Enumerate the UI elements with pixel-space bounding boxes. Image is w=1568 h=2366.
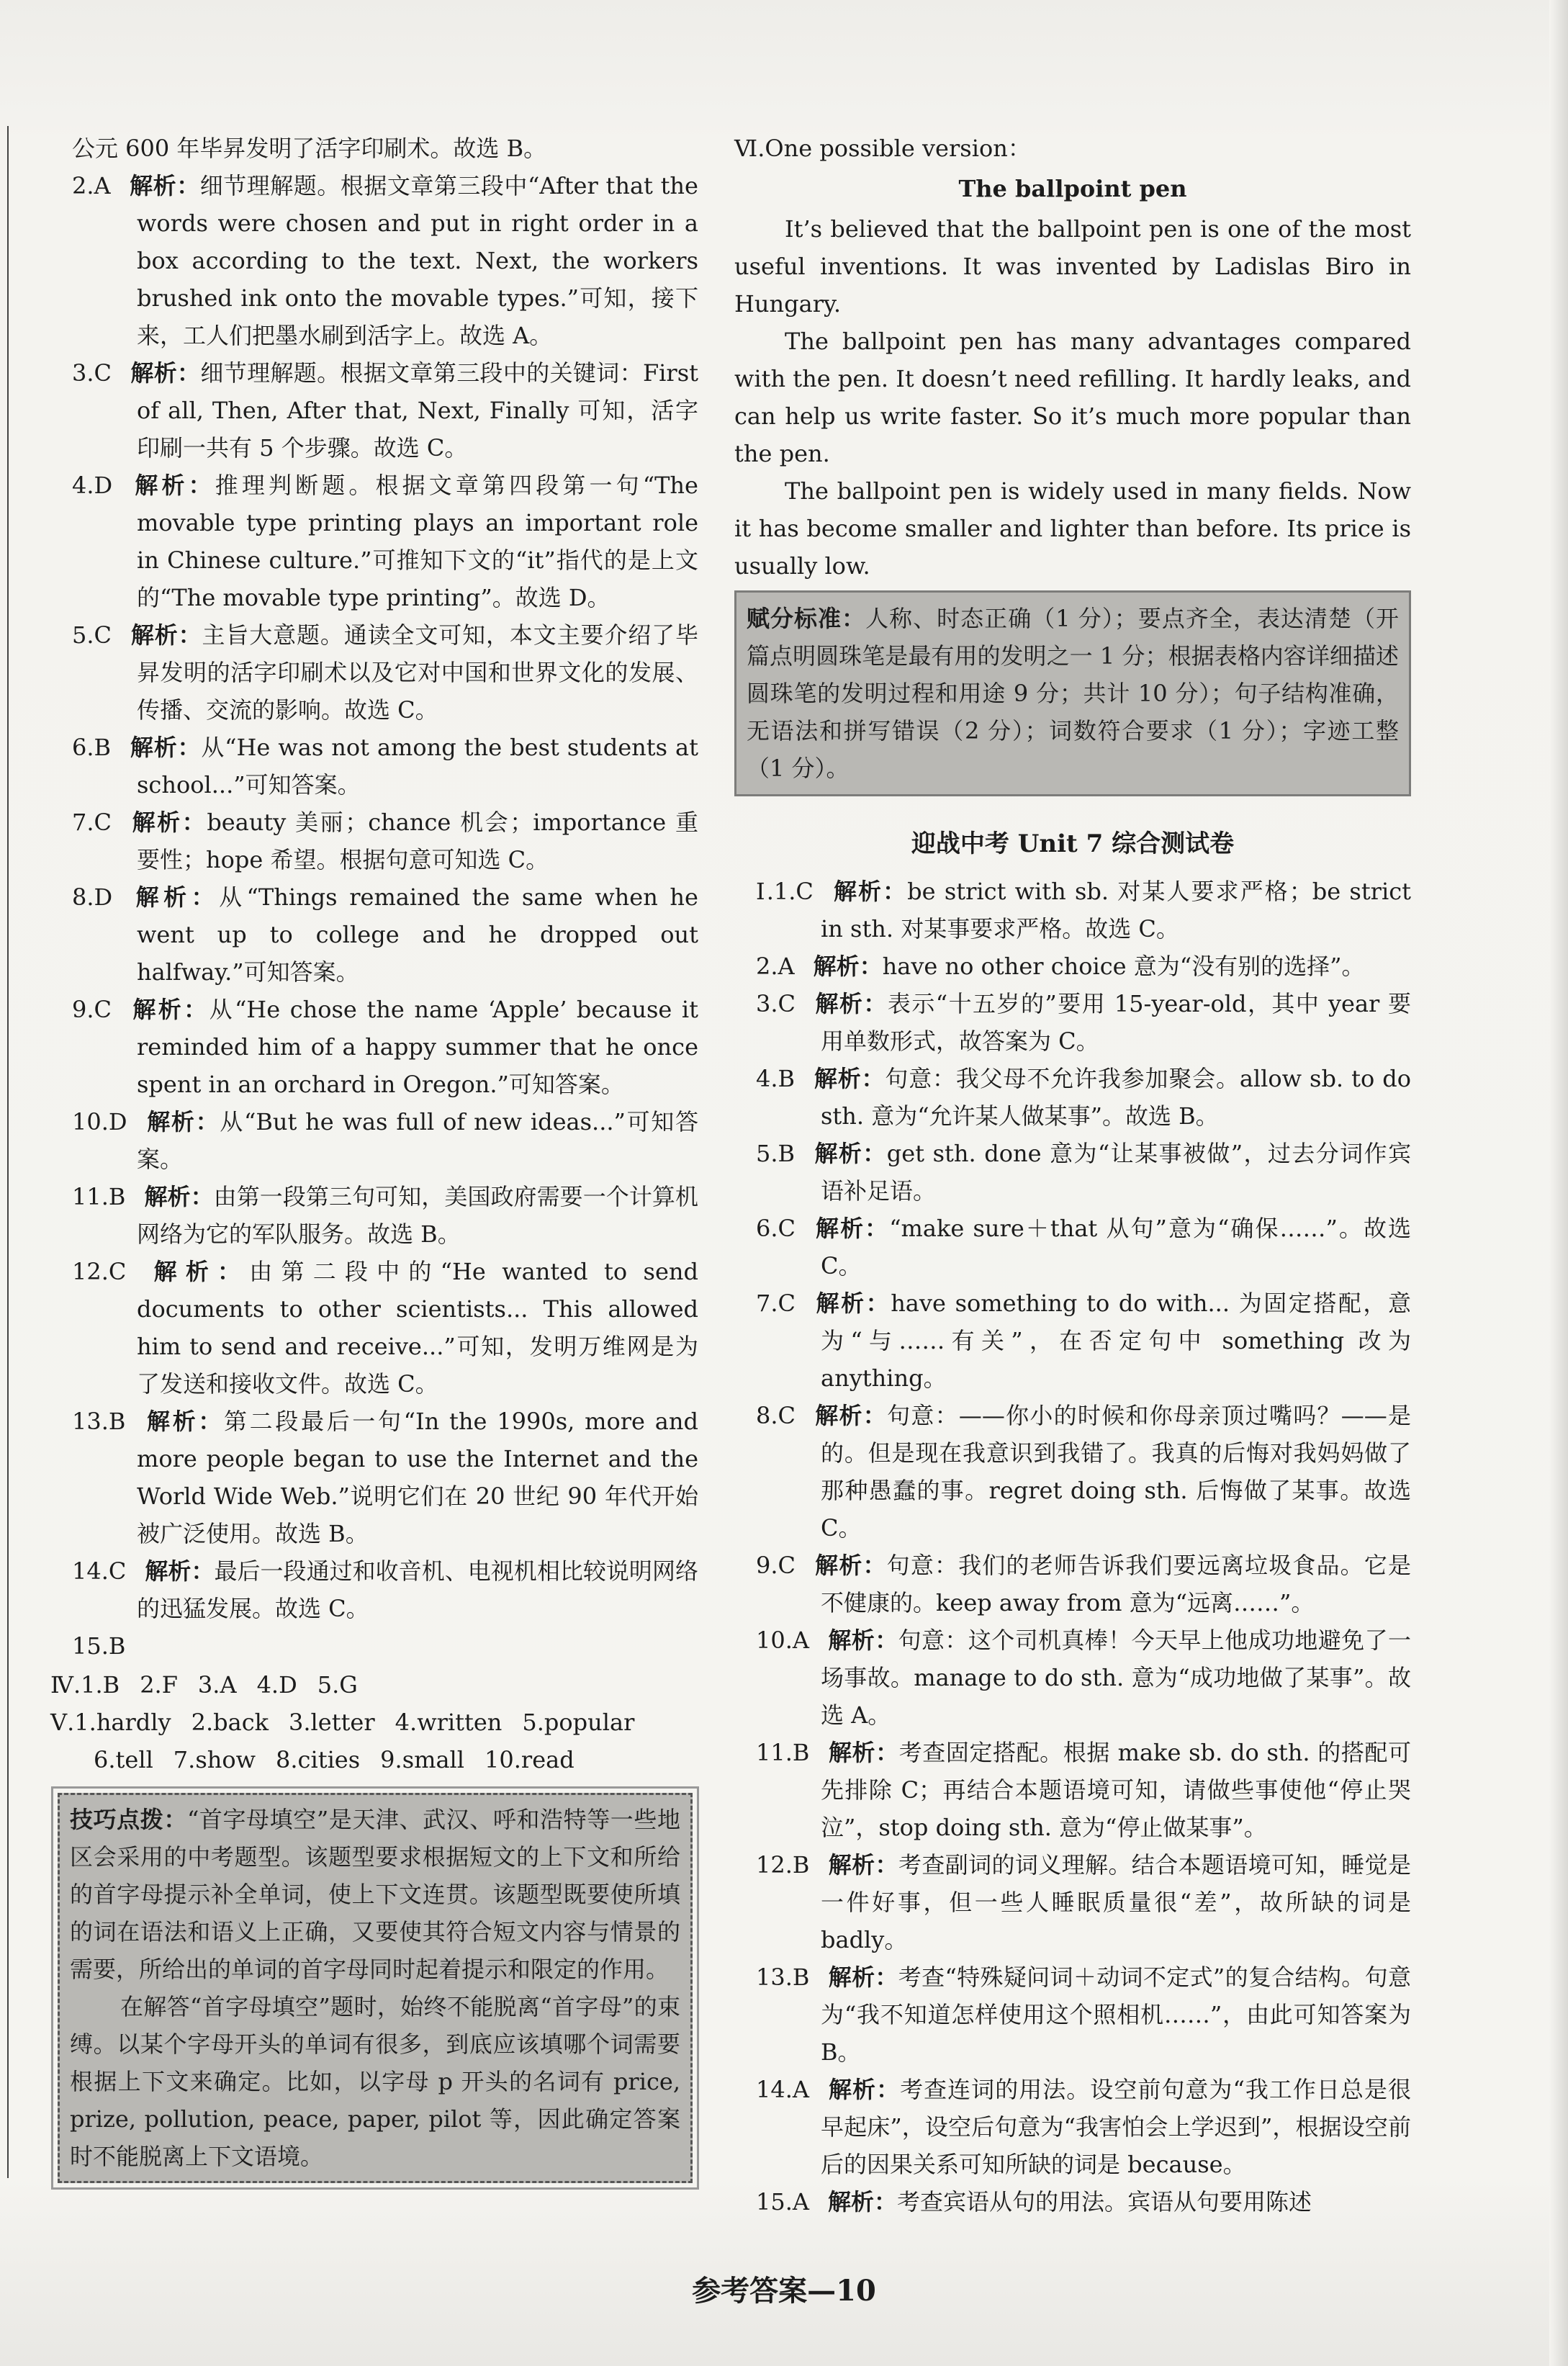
analysis-label: 解析： bbox=[144, 1408, 225, 1435]
analysis-label: 解析： bbox=[814, 1215, 890, 1242]
item-number: 6. bbox=[72, 734, 94, 761]
item-number: 14. bbox=[756, 2076, 793, 2103]
analysis-label: 解析： bbox=[145, 1108, 220, 1135]
answer-item bbox=[50, 1103, 698, 1178]
item-answer: C bbox=[108, 1258, 127, 1285]
item-answer: C bbox=[94, 996, 112, 1023]
analysis-label: 解析： bbox=[828, 1851, 898, 1879]
right-answer-list bbox=[734, 873, 1411, 2221]
item-number: 5. bbox=[756, 1140, 778, 1167]
item-answer: B bbox=[108, 1183, 126, 1210]
item-number: 11. bbox=[756, 1739, 793, 1766]
item-answer: D bbox=[108, 1108, 127, 1135]
answer-item bbox=[734, 1060, 1411, 1135]
short-answer: 2.F bbox=[140, 1671, 178, 1699]
left-margin-line bbox=[7, 126, 9, 2178]
answer-item bbox=[50, 167, 698, 354]
analysis-label: 解析： bbox=[828, 2076, 901, 2103]
answer-item bbox=[734, 1846, 1411, 1958]
short-answer: 7.show bbox=[173, 1746, 256, 1773]
analysis-text: 第二段最后一句“In the 1990s, more and more people began to use the Internet and the World Wide Web.”说明它们在 20 世纪 90 年代开始被广泛使用。故选 B。 bbox=[137, 1408, 698, 1547]
item-answer: C bbox=[778, 1215, 796, 1242]
analysis-label: 解析： bbox=[129, 172, 200, 199]
analysis-text: 从“He was not among the best students at school...”可知答案。 bbox=[137, 734, 698, 799]
item-answer: B bbox=[792, 1739, 810, 1766]
section-5-answers: Ⅴ.1.hardly 2.back 3.letter 4.written 5.popular bbox=[50, 1704, 698, 1741]
page-footer: 参考答案—10 bbox=[692, 2274, 876, 2308]
item-number: 4. bbox=[756, 1065, 778, 1092]
analysis-text: 公元 600 年毕昇发明了活字印刷术。故选 B。 bbox=[72, 135, 547, 162]
answer-item bbox=[50, 878, 698, 991]
analysis-label: 解析： bbox=[828, 1739, 899, 1766]
item-answer: A bbox=[778, 953, 795, 980]
analysis-label: 解析： bbox=[814, 1290, 891, 1317]
answer-item bbox=[734, 1135, 1411, 1210]
analysis-label: 解析： bbox=[814, 1065, 886, 1092]
short-answer: 10.read bbox=[485, 1746, 575, 1773]
item-answer: D bbox=[94, 472, 113, 499]
analysis-text: 句意：我父母不允许我参加聚会。allow sb. to do sth. 意为“允许某人做某事”。故选 B。 bbox=[821, 1065, 1411, 1130]
analysis-label: 解析： bbox=[828, 1964, 898, 1991]
item-answer: B bbox=[108, 1408, 126, 1435]
short-answer: 3.letter bbox=[289, 1709, 375, 1736]
analysis-text: 从“Things remained the same when he went up to college and he dropped out halfway.”可知答案。 bbox=[137, 883, 698, 986]
short-answer: 8.cities bbox=[276, 1746, 361, 1773]
answer-item bbox=[50, 804, 698, 878]
answer-item bbox=[734, 1285, 1411, 1397]
analysis-text: 考查副词的词义理解。结合本题语境可知，睡觉是一件好事，但一些人睡眠质量很“差”，故所缺的词是 badly。 bbox=[821, 1851, 1411, 1953]
answer-item bbox=[50, 616, 698, 729]
analysis-label: 解析： bbox=[131, 472, 215, 499]
item-answer: C bbox=[94, 359, 112, 387]
item-number: 11. bbox=[72, 1183, 109, 1210]
answer-item bbox=[734, 1958, 1411, 2071]
analysis-text: “make sure＋that 从句”意为“确保……”。故选 C。 bbox=[821, 1215, 1411, 1279]
analysis-text: be strict with sb. 对某人要求严格；be strict in sth. 对某事要求严格。故选 C。 bbox=[821, 878, 1411, 943]
analysis-text: 由第二段中的“He wanted to send documents to other scientists... This allowed him to send and receive...”可知，发明万维网是为了发送和接收文件。故选 C。 bbox=[137, 1258, 698, 1398]
short-answer: 4.D bbox=[256, 1671, 297, 1699]
analysis-label: 解析： bbox=[130, 359, 201, 387]
item-answer: B bbox=[108, 1632, 126, 1660]
item-number: 9. bbox=[72, 996, 94, 1023]
answer-item bbox=[734, 873, 1411, 948]
analysis-text: 句意：——你小的时候和你母亲顶过嘴吗？——是的。但是现在我意识到我错了。我真的后悔对我妈妈做了那种愚蠢的事。regret doing sth. 后悔做了某事。故选 C。 bbox=[821, 1402, 1411, 1542]
analysis-label: 解析： bbox=[131, 883, 220, 911]
item-number: 8. bbox=[72, 883, 94, 911]
analysis-text: 细节理解题。根据文章第三段中“After that the words were chosen and put in right order in a box according to the text. Next, the workers brushed ink onto the movable types.”可知，接下来，工人们把墨水刷到活字上。故选 A。 bbox=[137, 172, 698, 349]
answer-item bbox=[50, 729, 698, 804]
analysis-label: 解析： bbox=[813, 953, 883, 980]
analysis-label: 解析： bbox=[144, 1183, 214, 1210]
item-number: 4. bbox=[72, 472, 94, 499]
analysis-label: 解析： bbox=[828, 1627, 898, 1654]
answer-item bbox=[734, 948, 1411, 985]
essay-paragraph: The ballpoint pen is widely used in many fields. Now it has become smaller and lighter than before. Its price is usually low. bbox=[734, 477, 1411, 580]
analysis-label: 解析： bbox=[130, 996, 209, 1023]
answer-item bbox=[50, 354, 698, 467]
analysis-text: 从“But he was full of new ideas...”可知答案。 bbox=[137, 1108, 698, 1173]
analysis-label: 解析： bbox=[814, 1402, 888, 1429]
short-answer: 1.hardly bbox=[74, 1709, 171, 1736]
item-answer: C bbox=[778, 1290, 796, 1317]
scoring-label: 赋分标准： bbox=[747, 605, 866, 632]
analysis-text: 句意：我们的老师告诉我们要远离垃圾食品。它是不健康的。keep away from 意为“远离……”。 bbox=[821, 1552, 1411, 1616]
page-edge bbox=[1549, 0, 1568, 2366]
answer-item bbox=[50, 1253, 698, 1403]
item-number: 8. bbox=[756, 1402, 778, 1429]
short-answer: 9.small bbox=[380, 1746, 464, 1773]
item-answer: A bbox=[792, 1627, 809, 1654]
item-answer: B bbox=[792, 1851, 810, 1879]
answer-item bbox=[734, 1397, 1411, 1547]
answer-item bbox=[50, 1178, 698, 1253]
tips-label: 技巧点拨： bbox=[70, 1806, 187, 1833]
short-answer: 4.written bbox=[395, 1709, 503, 1736]
analysis-text: have no other choice 意为“没有别的选择”。 bbox=[882, 953, 1365, 980]
analysis-label: 解析： bbox=[130, 621, 202, 649]
unit-test-title: 迎战中考 Unit 7 综合测试卷 bbox=[911, 829, 1235, 858]
analysis-text: 细节理解题。根据文章第三段中的关键词：First of all, Then, After that, Next, Finally 可知，活字印刷一共有 5 个步骤。故选 C。 bbox=[137, 359, 698, 462]
answer-item bbox=[50, 130, 698, 167]
item-number: 12. bbox=[72, 1258, 109, 1285]
answer-item bbox=[734, 1734, 1411, 1846]
item-answer: A bbox=[94, 172, 111, 199]
item-answer: A bbox=[792, 2076, 809, 2103]
item-number: 7. bbox=[756, 1290, 778, 1317]
answer-item bbox=[50, 991, 698, 1103]
short-answer: 2.back bbox=[191, 1709, 269, 1736]
tips-box bbox=[58, 1793, 693, 2183]
essay-paragraph: It’s believed that the ballpoint pen is one of the most useful inventions. It was invented by Ladislas Biro in Hungary. bbox=[734, 215, 1411, 318]
item-answer: C bbox=[108, 1557, 127, 1585]
analysis-text: 表示“十五岁的”要用 15-year-old，其中 year 要用单数形式，故答案为 C。 bbox=[821, 990, 1411, 1055]
short-answer: 5.G bbox=[317, 1671, 358, 1699]
item-number: 2. bbox=[72, 172, 94, 199]
item-number: 15. bbox=[72, 1632, 109, 1660]
answer-item bbox=[50, 1403, 698, 1552]
item-number: Ⅰ.1. bbox=[756, 878, 796, 905]
item-answer: C bbox=[94, 809, 112, 836]
item-number: 13. bbox=[756, 1964, 793, 1991]
item-number: 6. bbox=[756, 1215, 778, 1242]
short-answer: 3.A bbox=[197, 1671, 237, 1699]
item-answer: A bbox=[792, 2188, 809, 2216]
analysis-label: 解析： bbox=[832, 878, 908, 905]
item-answer: C bbox=[778, 1552, 796, 1579]
item-number: 10. bbox=[72, 1108, 109, 1135]
item-answer: C bbox=[796, 878, 814, 905]
item-answer: C bbox=[94, 621, 112, 649]
section-5-answers-row2 bbox=[50, 1741, 698, 1778]
item-answer: B bbox=[94, 734, 112, 761]
analysis-text: 考查连词的用法。设空前句意为“我工作日总是很早起床”，设空后句意为“我害怕会上学迟到”，根据设空前后的因果关系可知所缺的词是 because。 bbox=[821, 2076, 1411, 2178]
analysis-text: beauty 美丽；chance 机会；importance 重要性；hope 希望。根据句意可知选 C。 bbox=[137, 809, 698, 873]
item-number: 12. bbox=[756, 1851, 793, 1879]
scoring-text: 人称、时态正确（1 分）；要点齐全，表达清楚（开篇点明圆珠笔是最有用的发明之一 1 分；根据表格内容详细描述圆珠笔的发明过程和用途 9 分；共计 10 分）；句子结构准确，无语法和拼写错误（2 分）；词数符合要求（1 分）；字迹工整（1 分）。 bbox=[747, 605, 1399, 782]
item-answer: B bbox=[778, 1065, 796, 1092]
short-answer: 1.B bbox=[81, 1671, 120, 1699]
analysis-label: 解析： bbox=[130, 809, 207, 836]
analysis-text: 考查“特殊疑问词＋动词不定式”的复合结构。句意为“我不知道怎样使用这个照相机……”，由此可知答案为 B。 bbox=[821, 1964, 1411, 2066]
analysis-label: 解析： bbox=[828, 2188, 898, 2216]
analysis-label: 解析： bbox=[145, 1557, 215, 1585]
analysis-text: 考查固定搭配。根据 make sb. do sth. 的搭配可先排除 C；再结合本题语境可知，请做些事使他“停止哭泣”，stop doing sth. 意为“停止做某事”。 bbox=[821, 1739, 1411, 1841]
essay-paragraph: The ballpoint pen has many advantages compared with the pen. It doesn’t need refilling. It hardly leaks, and can help us write faster. So it’s much more popular than the pen. bbox=[734, 328, 1411, 467]
answer-item bbox=[734, 2183, 1411, 2221]
item-answer: D bbox=[94, 883, 113, 911]
item-answer: C bbox=[778, 990, 796, 1017]
item-number: 9. bbox=[756, 1552, 778, 1579]
answer-item bbox=[50, 467, 698, 616]
item-number: 10. bbox=[756, 1627, 793, 1654]
analysis-label: 解析： bbox=[814, 1552, 887, 1579]
section-4-answers: Ⅳ.1.B 2.F 3.A 4.D 5.G bbox=[50, 1666, 698, 1704]
tips-paragraph-1: “首字母填空”是天津、武汉、呼和浩特等一些地区会采用的中考题型。该题型要求根据短文的上下文和所给的首字母提示补全单词，使上下文连贯。该题型既要使所填的词在语法和语义上正确，又要使其符合短文内容与情景的需要，所给出的单词的首字母同时起着提示和限定的作用。 bbox=[70, 1806, 680, 1983]
answer-item bbox=[734, 1210, 1411, 1285]
scoring-criteria-box bbox=[734, 590, 1411, 796]
answer-item bbox=[50, 1552, 698, 1627]
analysis-text: 推理判断题。根据文章第四段第一句“The movable type printing plays an important role in Chinese culture.”可推知下文的“it”指代的是上文的“The movable type printing”。故选 D。 bbox=[137, 472, 698, 611]
analysis-text: 考查宾语从句的用法。宾语从句要用陈述 bbox=[897, 2188, 1312, 2216]
analysis-text: 从“He chose the name ‘Apple’ because it reminded him of a happy summer that he once spent in an orchard in Oregon.”可知答案。 bbox=[137, 996, 698, 1098]
analysis-text: have something to do with... 为固定搭配，意为“与……有关”，在否定句中 something 改为 anything。 bbox=[821, 1290, 1411, 1392]
answer-item bbox=[50, 1627, 698, 1665]
item-number: 15. bbox=[756, 2188, 793, 2216]
section-6-heading: Ⅵ.One possible version： bbox=[734, 135, 1031, 162]
answer-item bbox=[734, 1547, 1411, 1621]
left-column bbox=[50, 130, 698, 2183]
analysis-text: 由第一段第三句可知，美国政府需要一个计算机网络为它的军队服务。故选 B。 bbox=[137, 1183, 698, 1248]
answer-item bbox=[734, 985, 1411, 1060]
short-answer: 5.popular bbox=[522, 1709, 635, 1736]
tips-paragraph-2: 在解答“首字母填空”题时，始终不能脱离“首字母”的束缚。以某个字母开头的单词有很多，到底应该填哪个词需要根据上下文来确定。比如，以字母 p 开头的名词有 price, prize, pollution, peace, paper, pilot 等，因此确定答案时不能脱离上下文语境。 bbox=[70, 1993, 680, 2170]
item-number: 13. bbox=[72, 1408, 109, 1435]
analysis-text: 主旨大意题。通读全文可知，本文主要介绍了毕昇发明的活字印刷术以及它对中国和世界文化的发展、传播、交流的影响。故选 C。 bbox=[137, 621, 698, 724]
item-number: 7. bbox=[72, 809, 94, 836]
item-number: 14. bbox=[72, 1557, 109, 1585]
analysis-text: get sth. done 意为“让某事被做”，过去分词作宾语补足语。 bbox=[821, 1140, 1411, 1205]
essay-title: The ballpoint pen bbox=[958, 175, 1187, 202]
item-answer: B bbox=[792, 1964, 810, 1991]
item-number: 3. bbox=[72, 359, 94, 387]
analysis-label: 解析： bbox=[814, 1140, 887, 1167]
analysis-label: 解析： bbox=[814, 990, 888, 1017]
item-number: 3. bbox=[756, 990, 778, 1017]
answer-item bbox=[734, 2071, 1411, 2183]
item-number: 5. bbox=[72, 621, 94, 649]
item-answer: C bbox=[778, 1402, 796, 1429]
short-answer: 6.tell bbox=[94, 1746, 153, 1773]
right-column bbox=[734, 130, 1411, 2221]
analysis-text: 最后一段通过和收音机、电视机相比较说明网络的迅猛发展。故选 C。 bbox=[137, 1557, 698, 1622]
item-answer: B bbox=[778, 1140, 796, 1167]
analysis-label: 解析： bbox=[130, 734, 202, 761]
analysis-label: 解析： bbox=[145, 1258, 250, 1285]
answer-item bbox=[734, 1621, 1411, 1734]
analysis-text: 句意：这个司机真棒！今天早上他成功地避免了一场事故。manage to do sth. 意为“成功地做了某事”。故选 A。 bbox=[821, 1627, 1411, 1729]
left-answer-list bbox=[50, 130, 698, 1665]
item-number: 2. bbox=[756, 953, 778, 980]
